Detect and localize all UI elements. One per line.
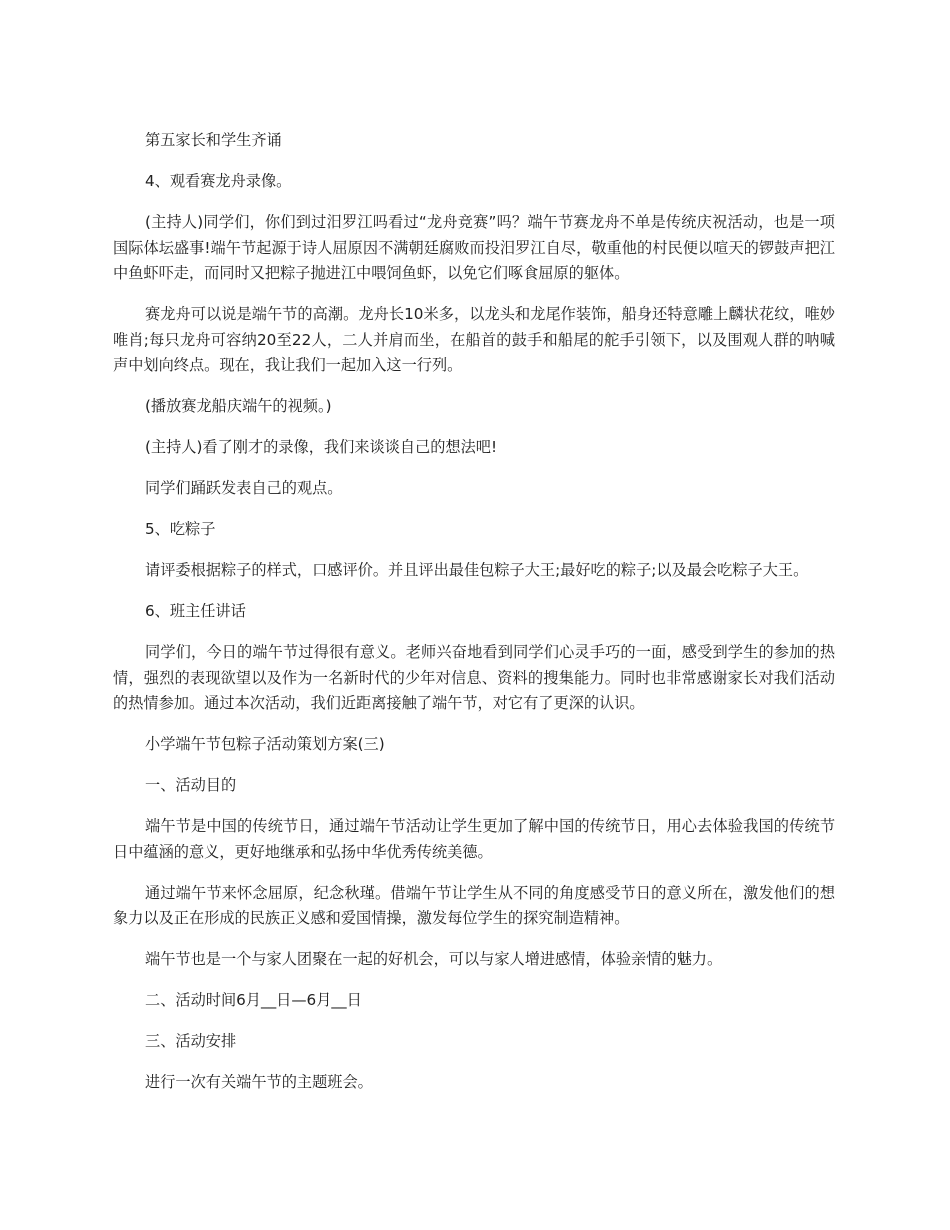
paragraph: 通过端午节来怀念屈原，纪念秋瑾。借端午节让学生从不同的角度感受节日的意义所在，激发他们的想象力以及正在形成的民族正义感和爱国情操，激发每位学生的探究制造精神。 [113, 883, 835, 927]
paragraph: 端午节是中国的传统节日，通过端午节活动让学生更加了解中国的传统节日，用心去体验我国的传统节日中蕴涵的意义，更好地继承和弘扬中华优秀传统美德。 [113, 817, 835, 861]
paragraph: 同学们，今日的端午节过得很有意义。老师兴奋地看到同学们心灵手巧的一面，感受到学生的参加的热情，强烈的表现欲望以及作为一名新时代的少年对信息、资料的搜集能力。同时也非常感谢家长对我们活动的热情参加。通过本次活动，我们近距离接触了端午节，对它有了更深的认识。 [113, 643, 835, 712]
section-heading: 6、班主任讲话 [145, 602, 246, 620]
paragraph: 第五家长和学生齐诵 [145, 131, 282, 149]
paragraph: 赛龙舟可以说是端午节的高潮。龙舟长10米多，以龙头和龙尾作装饰，船身还特意雕上麟状花纹，唯妙唯肖;每只龙舟可容纳20至22人，二人并肩而坐，在船首的鼓手和船尾的舵手引领下，以及围观人群的呐喊声中划向终点。现在，我让我们一起加入这一行列。 [113, 305, 835, 374]
document-title: 小学端午节包粽子活动策划方案(三) [145, 735, 385, 753]
paragraph: (主持人)看了刚才的录像，我们来谈谈自己的想法吧! [145, 438, 498, 456]
paragraph: (主持人)同学们，你们到过汨罗江吗看过“龙舟竞赛”吗？端午节赛龙舟不单是传统庆祝活动，也是一项国际体坛盛事!端午节起源于诗人屈原因不满朝廷腐败而投汨罗江自尽，敬重他的村民便以喧天的锣鼓声把江中鱼虾吓走，而同时又把粽子抛进江中喂饲鱼虾，以免它们啄食屈原的躯体。 [113, 213, 835, 282]
section-heading: 5、吃粽子 [145, 520, 216, 538]
section-heading: 三、活动安排 [145, 1032, 237, 1050]
document-body [113, 128, 835, 1111]
section-heading: 二、活动时间6月__日—6月__日 [145, 991, 362, 1009]
paragraph: 端午节也是一个与家人团聚在一起的好机会，可以与家人增进感情，体验亲情的魅力。 [145, 950, 723, 968]
section-heading: 4、观看赛龙舟录像。 [145, 172, 292, 190]
section-heading: 一、活动目的 [145, 776, 237, 794]
paragraph: 进行一次有关端午节的主题班会。 [145, 1073, 373, 1091]
paragraph: 同学们踊跃发表自己的观点。 [145, 479, 343, 497]
paragraph: 请评委根据粽子的样式，口感评价。并且评出最佳包粽子大王;最好吃的粽子;以及最会吃粽子大王。 [145, 561, 809, 579]
paragraph: (播放赛龙船庆端午的视频。) [145, 397, 332, 415]
